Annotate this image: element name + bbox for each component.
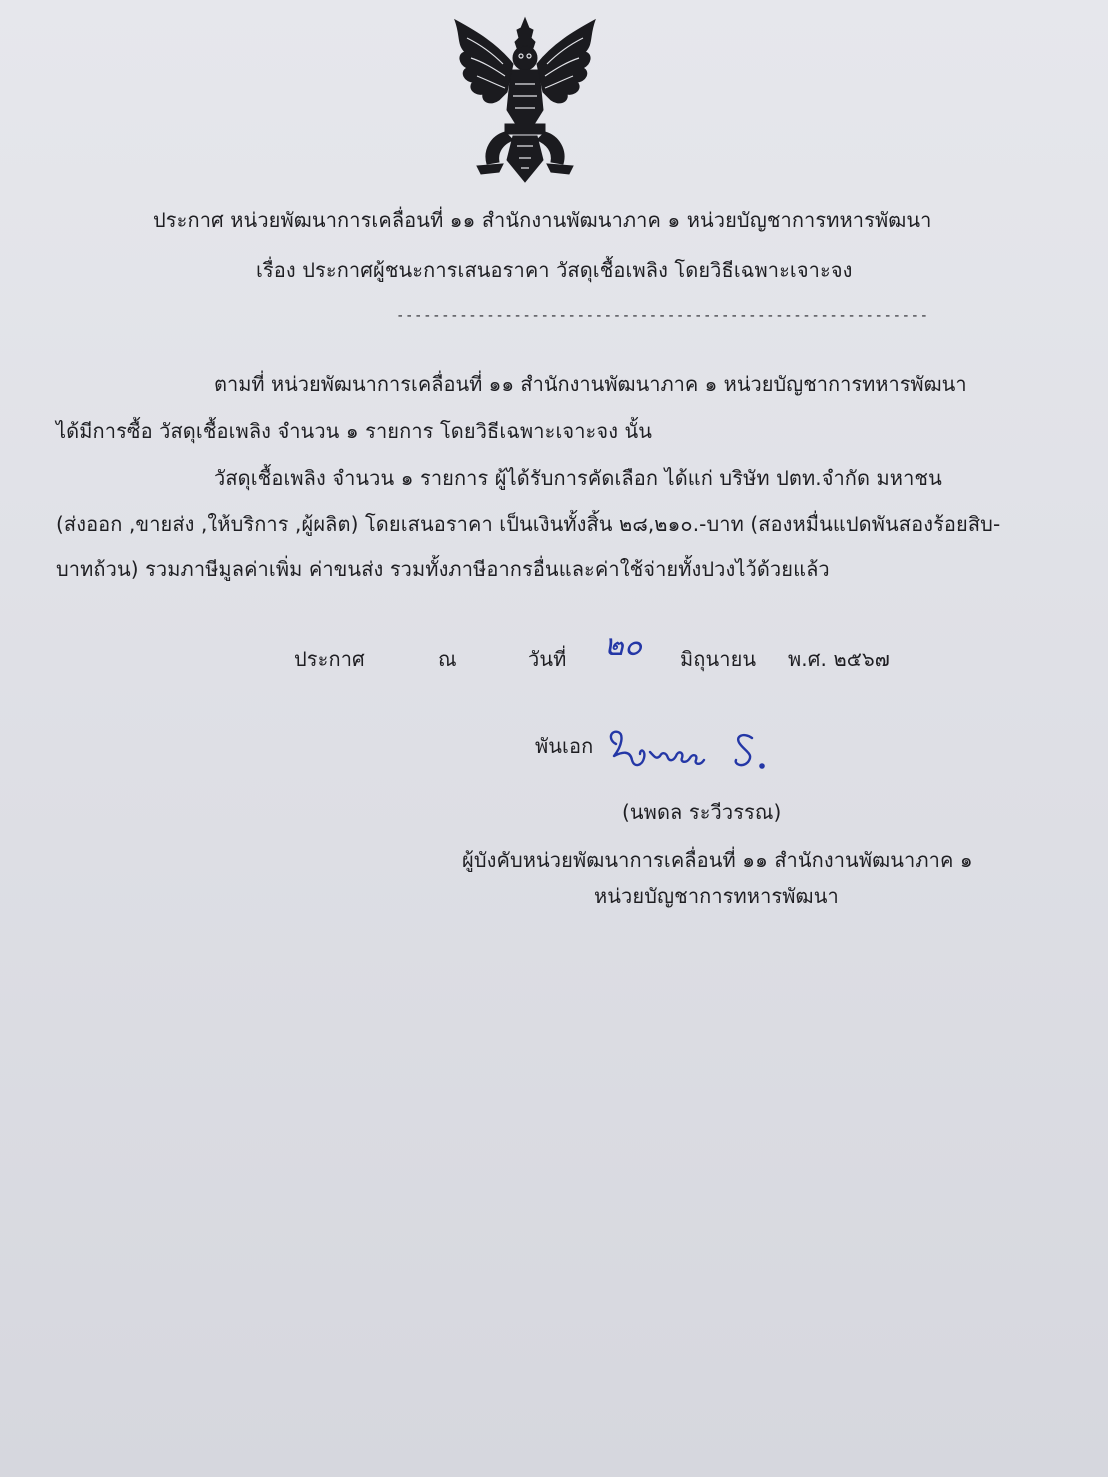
signatory-name: (นพดล ระวีวรรณ): [622, 800, 782, 824]
date-announce-label: ประกาศ: [294, 647, 365, 671]
date-month: มิถุนายน: [680, 647, 757, 671]
document-subject: เรื่อง ประกาศผู้ชนะการเสนอราคา วัสดุเชื้อเพลิง โดยวิธีเฉพาะเจาะจง: [256, 258, 853, 282]
date-day-handwritten: ๒๐: [604, 628, 643, 663]
garuda-emblem-icon: [447, 14, 603, 184]
signatory-position-line-1: ผู้บังคับหน่วยพัฒนาการเคลื่อนที่ ๑๑ สำนักงานพัฒนาภาค ๑: [462, 848, 973, 872]
signature-rank: พันเอก: [535, 734, 594, 758]
header-divider: -----------------------------------------------------------: [396, 308, 929, 324]
paragraph-2-line-3: บาทถ้วน) รวมภาษีมูลค่าเพิ่ม ค่าขนส่ง รวมทั้งภาษีอากรอื่นและค่าใช้จ่ายทั้งปวงไว้ด้วยแล้ว: [56, 557, 830, 581]
paragraph-1-line-2: ได้มีการซื้อ วัสดุเชื้อเพลิง จำนวน ๑ รายการ โดยวิธีเฉพาะเจาะจง นั้น: [56, 419, 653, 443]
date-at-label: ณ: [438, 647, 457, 671]
paragraph-1-line-1-text: ตามที่ หน่วยพัฒนาการเคลื่อนที่ ๑๑ สำนักงานพัฒนาภาค ๑ หน่วยบัญชาการทหารพัฒนา: [214, 372, 967, 396]
date-year: พ.ศ. ๒๕๖๗: [788, 647, 890, 671]
handwritten-signature: [604, 722, 784, 784]
document-title: ประกาศ หน่วยพัฒนาการเคลื่อนที่ ๑๑ สำนักงานพัฒนาภาค ๑ หน่วยบัญชาการทหารพัฒนา: [153, 208, 932, 232]
paragraph-1-line-1: [214, 370, 1086, 398]
paragraph-2-line-1: วัสดุเชื้อเพลิง จำนวน ๑ รายการ ผู้ได้รับการคัดเลือก ได้แก่ บริษัท ปตท.จำกัด มหาชน: [214, 466, 942, 490]
date-day-label: วันที่: [528, 647, 567, 671]
paragraph-2-line-2: (ส่งออก ,ขายส่ง ,ให้บริการ ,ผู้ผลิต) โดยเสนอราคา เป็นเงินทั้งสิ้น ๒๘,๒๑๐.-บาท (สองหมื่นแปดพันสองร้อยสิบ-: [56, 512, 1001, 536]
signatory-position-line-2: หน่วยบัญชาการทหารพัฒนา: [594, 884, 839, 908]
